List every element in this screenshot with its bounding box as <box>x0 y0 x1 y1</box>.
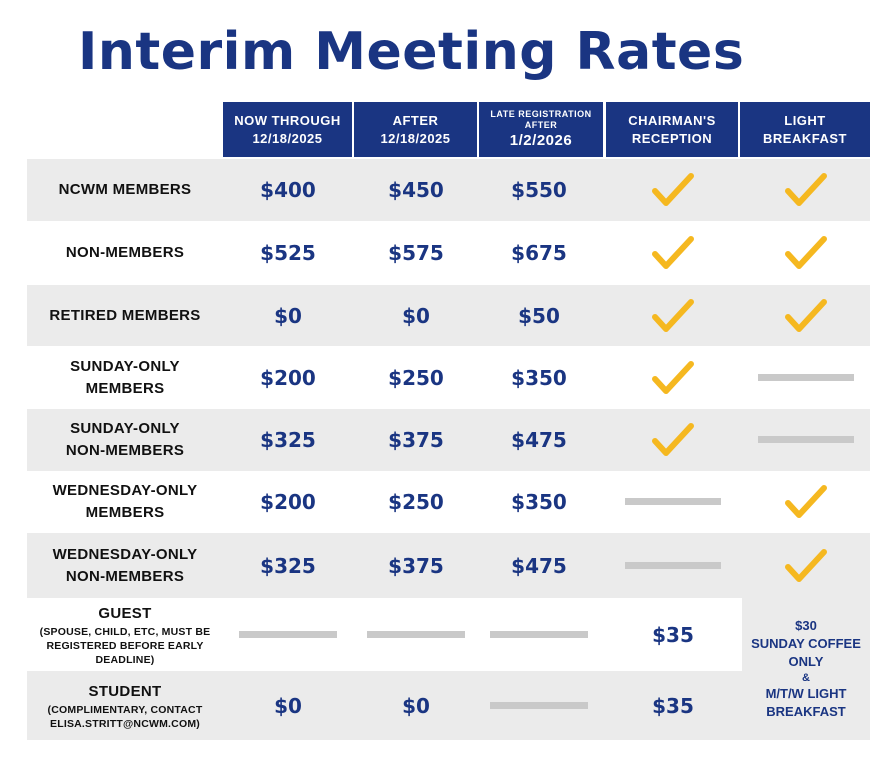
row-label <box>27 671 223 740</box>
header-line: CHAIRMAN'S <box>628 112 716 128</box>
row-label-line: GUEST <box>98 604 152 622</box>
price-cell: $250 <box>388 365 444 390</box>
header-late-registration <box>479 102 603 157</box>
dash-icon <box>490 702 588 709</box>
price-cell: $350 <box>511 365 567 390</box>
row-label <box>27 159 223 221</box>
price-cell: $525 <box>260 241 316 265</box>
row-label <box>27 409 223 471</box>
row-sublabel-line: ELISA.STRITT@NCWM.COM) <box>50 717 200 730</box>
checkmark-icon <box>651 235 695 271</box>
header-line: LIGHT <box>784 112 826 128</box>
price-cell: $35 <box>652 693 694 718</box>
checkmark-icon <box>784 172 828 208</box>
header-line: AFTER <box>524 119 558 130</box>
combo-line: ONLY <box>788 654 824 669</box>
row-sublabel-line: DEADLINE) <box>95 653 155 666</box>
row-label-line: WEDNESDAY-ONLY <box>52 482 198 499</box>
price-cell: $400 <box>260 178 316 202</box>
price-cell: $0 <box>274 303 302 328</box>
row-label <box>27 285 223 346</box>
header-line: 12/18/2025 <box>380 130 451 146</box>
header-line: LATE REGISTRATION <box>490 108 592 119</box>
price-cell: $575 <box>388 241 444 265</box>
price-cell: $50 <box>518 303 560 328</box>
header-now-through <box>223 102 352 157</box>
dash-icon <box>758 436 854 443</box>
row-label <box>27 533 223 598</box>
price-cell: $325 <box>260 428 316 452</box>
header-light-breakfast <box>740 102 870 157</box>
row-label-line: STUDENT <box>88 682 162 700</box>
price-cell: $550 <box>511 178 567 202</box>
row-label <box>27 471 223 533</box>
dash-icon <box>625 562 721 569</box>
price-cell: $350 <box>511 490 567 514</box>
header-chairmans-reception <box>606 102 738 157</box>
header-line: 12/18/2025 <box>252 130 323 146</box>
row-label-line: NON-MEMBERS <box>65 442 185 459</box>
checkmark-icon <box>651 422 695 458</box>
page-title: Interim Meeting Rates <box>78 22 745 82</box>
checkmark-icon <box>651 360 695 396</box>
checkmark-icon <box>784 484 828 520</box>
row-label-line: NON-MEMBERS <box>65 244 185 261</box>
price-cell: $0 <box>274 693 302 718</box>
dash-icon <box>239 631 337 638</box>
combo-line: M/T/W LIGHT <box>765 686 847 701</box>
price-cell: $0 <box>402 303 430 328</box>
combo-line: BREAKFAST <box>766 704 846 719</box>
price-cell: $450 <box>388 178 444 202</box>
dash-icon <box>758 374 854 381</box>
row-sublabel-line: (COMPLIMENTARY, CONTACT <box>47 703 203 716</box>
price-cell: $200 <box>260 365 316 390</box>
combo-line: & <box>802 672 810 684</box>
row-label-line: RETIRED MEMBERS <box>49 306 201 324</box>
checkmark-icon <box>651 172 695 208</box>
checkmark-icon <box>784 235 828 271</box>
price-cell: $375 <box>388 553 444 578</box>
row-label <box>27 221 223 285</box>
header-line: 1/2/2026 <box>509 131 573 149</box>
row-sublabel-line: (SPOUSE, CHILD, ETC, MUST BE <box>39 625 211 638</box>
row-label-line: SUNDAY-ONLY <box>70 420 180 437</box>
price-cell: $250 <box>388 490 444 514</box>
dash-icon <box>367 631 465 638</box>
guest-student-breakfast-cell <box>742 598 870 740</box>
dash-icon <box>490 631 588 638</box>
header-line: BREAKFAST <box>763 130 847 146</box>
checkmark-icon <box>651 298 695 334</box>
row-label-line: NCWM MEMBERS <box>58 181 192 198</box>
combo-line: $30 <box>795 618 817 633</box>
combo-line: SUNDAY COFFEE <box>751 636 861 651</box>
price-cell: $325 <box>260 553 316 578</box>
price-cell: $35 <box>652 622 694 647</box>
row-label-line: MEMBERS <box>85 379 165 397</box>
price-cell: $200 <box>260 490 316 514</box>
row-label <box>27 346 223 409</box>
price-cell: $475 <box>511 428 567 452</box>
price-cell: $375 <box>388 428 444 452</box>
header-line: NOW THROUGH <box>234 112 341 128</box>
row-label-line: NON-MEMBERS <box>65 567 185 585</box>
price-cell: $0 <box>402 693 430 718</box>
checkmark-icon <box>784 298 828 334</box>
price-cell: $475 <box>511 553 567 578</box>
dash-icon <box>625 498 721 505</box>
header-line: RECEPTION <box>631 130 713 146</box>
header-line: AFTER <box>392 112 439 128</box>
row-label-line: WEDNESDAY-ONLY <box>52 545 198 563</box>
checkmark-icon <box>784 548 828 584</box>
row-label <box>27 598 223 671</box>
header-after <box>354 102 477 157</box>
price-cell: $675 <box>511 241 567 265</box>
row-label-line: SUNDAY-ONLY <box>70 357 180 375</box>
row-label-line: MEMBERS <box>85 504 165 521</box>
row-sublabel-line: REGISTERED BEFORE EARLY <box>46 639 204 652</box>
